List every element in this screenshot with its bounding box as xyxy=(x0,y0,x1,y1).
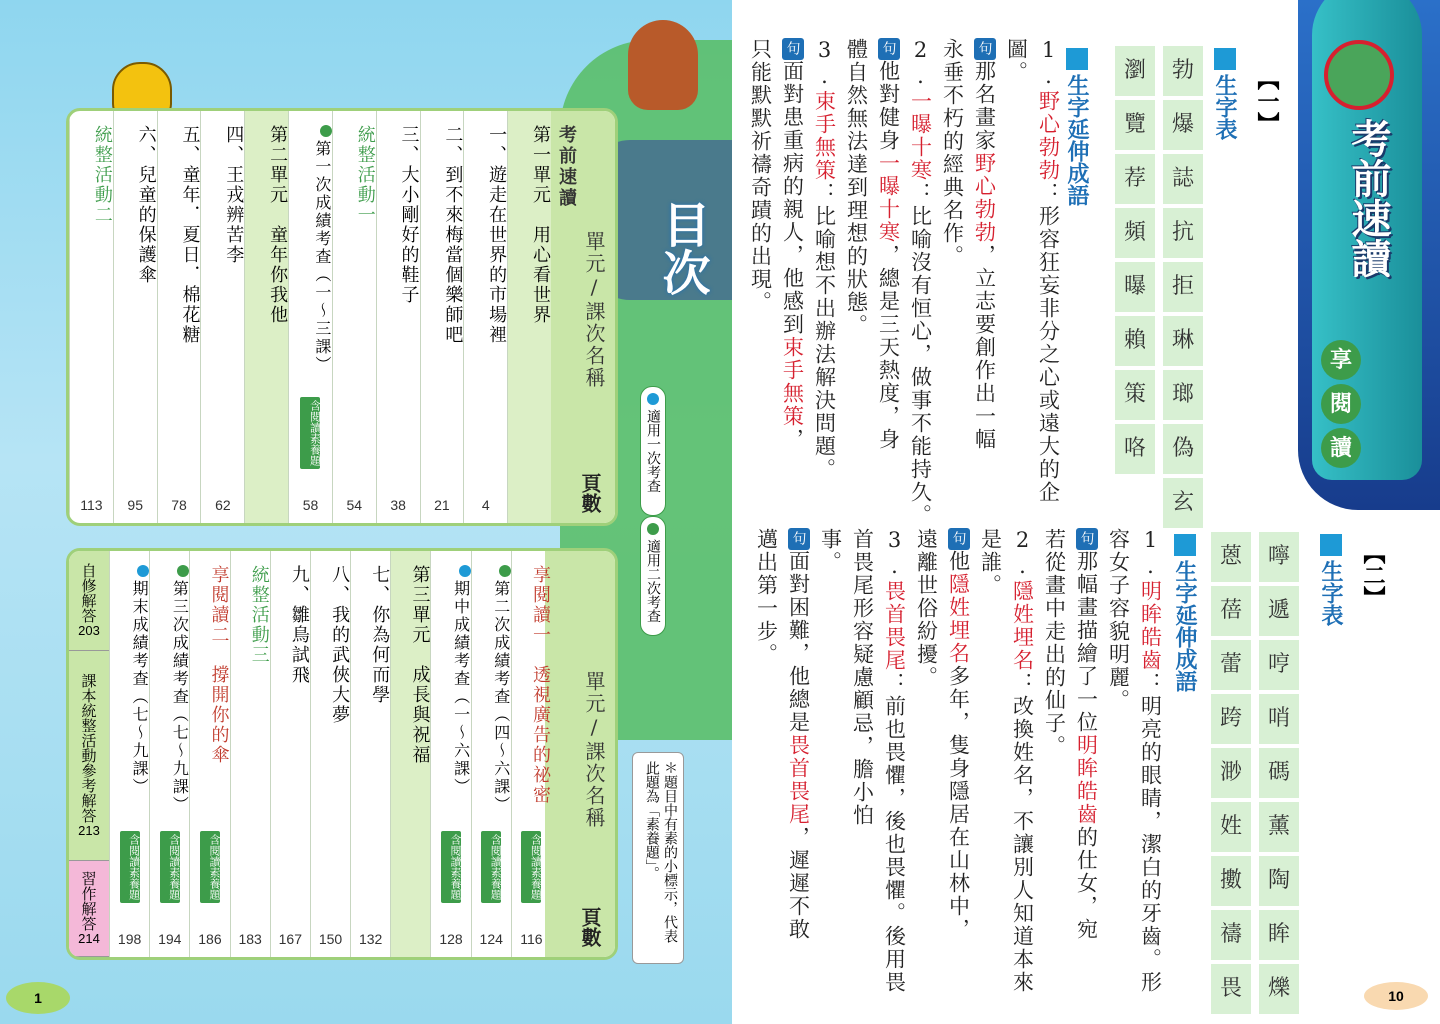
toc-row[interactable] xyxy=(109,551,149,957)
toc-row-label: 期中成績考查（一～六課） xyxy=(451,580,471,796)
note-text: ＊題目中有素的小標示，代表此題為「素養題」。 xyxy=(643,761,678,943)
vocab-char: 曝 xyxy=(1115,262,1155,312)
vocab2-label xyxy=(1316,534,1347,626)
toc-row[interactable] xyxy=(189,551,229,957)
reading-literacy-badge: 含閱讀素養題 xyxy=(200,831,220,903)
text-line: 是誰。 xyxy=(978,528,1003,597)
vocab-char: 抗 xyxy=(1163,208,1203,258)
answer-page: 214 xyxy=(78,931,100,946)
vocab-char: 玄 xyxy=(1163,478,1203,528)
sentence-icon: 句 xyxy=(878,38,900,60)
toc-row-label: 一、遊走在世界的市場裡 xyxy=(486,125,508,345)
sentence-icon: 句 xyxy=(974,38,996,60)
banner-title: 考前速讀 xyxy=(1345,118,1391,278)
vocab-char: 爆 xyxy=(1163,100,1203,150)
vocab-char: 陶 xyxy=(1259,856,1299,906)
toc-row[interactable] xyxy=(310,551,350,957)
toc-row-label: 享閱讀一 透視廣告的祕密 xyxy=(529,565,551,805)
toc-row-title xyxy=(391,565,430,765)
vocab-column xyxy=(1210,532,1252,1018)
toc-row-title xyxy=(431,565,470,796)
toc-row-title xyxy=(311,565,350,725)
toc-row[interactable] xyxy=(471,551,511,957)
toc-row-label: 第一單元 用心看世界 xyxy=(529,125,551,325)
vocab-char: 嚀 xyxy=(1259,532,1299,582)
answer-page: 203 xyxy=(78,623,100,638)
toc-row[interactable] xyxy=(350,551,390,957)
toc-row-label: 第一次成績考查（一～三課） xyxy=(312,140,332,374)
toc-row-page: 186 xyxy=(198,931,222,947)
toc-row-title xyxy=(150,565,189,814)
toc-row-title xyxy=(271,565,310,685)
sentence-icon: 句 xyxy=(948,528,970,550)
idiom2-label xyxy=(1170,534,1201,692)
vocab-char: 姓 xyxy=(1211,802,1251,852)
text-line: 句那幅畫描繪了一位明眸皓齒的仕女，宛 xyxy=(1074,528,1098,941)
right-page-number: 10 xyxy=(1364,982,1428,1010)
toc-row-title xyxy=(472,565,511,814)
text-line: 句他對健身一曝十寒，總是三天熱度，身 xyxy=(876,38,900,451)
toc-row-label: 三、大小剛好的鞋子 xyxy=(398,125,420,305)
vocab-char: 策 xyxy=(1115,370,1155,420)
toc-row-title xyxy=(110,565,149,796)
answer-label: 自修解答 xyxy=(79,563,98,623)
toc-row[interactable] xyxy=(390,551,430,957)
reading-literacy-badge: 含閱讀素養題 xyxy=(120,831,140,903)
text-line: 事。 xyxy=(818,528,843,574)
toc-header-pages: 頁數 xyxy=(578,907,602,947)
answer-label: 習作解答 xyxy=(79,871,98,931)
apply-first-label xyxy=(640,386,666,516)
vocab-char: 薰 xyxy=(1259,802,1299,852)
toc-row-page: 54 xyxy=(346,497,363,513)
toc-row-label: 九、雛鳥試飛 xyxy=(288,565,310,685)
toc-row-page: 198 xyxy=(117,931,142,947)
toc-row-label: 享閱讀二 撐開你的傘 xyxy=(208,565,230,765)
vocab-char: 蕾 xyxy=(1211,640,1251,690)
toc-row-page: 38 xyxy=(390,497,406,513)
toc-row-page: 4 xyxy=(481,497,490,513)
toc-row[interactable] xyxy=(113,111,157,523)
vocab-char: 蒽 xyxy=(1211,532,1251,582)
toc-row-label: 第三單元 成長與祝福 xyxy=(409,565,431,765)
vocab-char: 荐 xyxy=(1115,154,1155,204)
toc-row-title xyxy=(351,565,390,705)
toc-row-page: 132 xyxy=(358,931,383,947)
text-line: 2.一曝十寒：比喻沒有恒心，做事不能持久。 xyxy=(908,38,933,527)
idiom2-text: 生字延伸成語 xyxy=(1172,560,1198,692)
vocab-char: 頻 xyxy=(1115,208,1155,258)
blue-dot-icon xyxy=(647,393,659,405)
toc-row-label: 第二次成績考查（四～六課） xyxy=(491,580,511,814)
vocab-char: 跨 xyxy=(1211,694,1251,744)
toc-row-title xyxy=(421,125,464,345)
vocab-char: 哼 xyxy=(1259,640,1299,690)
status-dot-icon xyxy=(177,565,189,577)
toc-row-title xyxy=(512,565,551,805)
toc-row[interactable] xyxy=(157,111,201,523)
toc-row-page: 95 xyxy=(127,497,143,513)
apply-first-text: 適用一次考查 xyxy=(645,409,661,493)
vocab1-label xyxy=(1210,48,1241,140)
idiom1-text: 生字延伸成語 xyxy=(1064,74,1090,206)
toc-row-page: 21 xyxy=(434,497,450,513)
text-line: 句他隱姓埋名多年，隻身隱居在山林中， xyxy=(946,528,970,941)
status-dot-icon xyxy=(499,565,511,577)
toc-header xyxy=(545,551,615,957)
banner-sub-2: 閱 xyxy=(1321,384,1361,424)
book-icon xyxy=(1320,534,1342,556)
answer-label: 課本統整活動參考解答 xyxy=(79,673,98,823)
book-icon xyxy=(1174,534,1196,556)
text-line: 句面對患重病的親人，他感到束手無策， xyxy=(780,38,804,451)
toc-row-title xyxy=(508,125,551,325)
section1-label: 【一】 xyxy=(1254,68,1280,134)
monster-icon xyxy=(1324,40,1394,110)
toc-header-col: 單元/課次名稱 xyxy=(582,231,606,389)
text-line: 圖。 xyxy=(1004,38,1029,84)
green-dot-icon xyxy=(647,523,659,535)
banner-sub-3: 讀 xyxy=(1321,428,1361,468)
vocab-char: 遞 xyxy=(1259,586,1299,636)
toc-row[interactable] xyxy=(270,551,310,957)
toc-row[interactable] xyxy=(332,111,376,523)
reading-literacy-badge: 含閱讀素養題 xyxy=(300,397,320,469)
book-icon xyxy=(1214,48,1236,70)
answer-item[interactable] xyxy=(69,651,109,861)
vocab-char: 擻 xyxy=(1211,856,1251,906)
toc-row-title xyxy=(231,565,270,665)
vocab-char: 瀏 xyxy=(1115,46,1155,96)
answers-column xyxy=(69,551,109,957)
toc-row-label: 七、你為何而學 xyxy=(369,565,391,705)
vocab-char: 眸 xyxy=(1259,910,1299,960)
toc-row-page: 167 xyxy=(278,931,302,947)
reading-literacy-badge: 含閱讀素養題 xyxy=(160,831,180,903)
toc-row-title xyxy=(201,125,244,265)
text-line: 容女子容貌明麗。 xyxy=(1106,528,1131,712)
toc-row-label: 二、到不來梅當個樂師吧 xyxy=(442,125,464,345)
vocab-char: 瑯 xyxy=(1163,370,1203,420)
text-line: 3.束手無策：比喻想不出辦法解決問題。 xyxy=(812,38,837,481)
apply-second-text: 適用二次考查 xyxy=(645,539,661,623)
toc-row-title xyxy=(289,125,332,374)
toc-row-page: 78 xyxy=(171,497,187,513)
toc-row-page: 62 xyxy=(215,497,231,513)
toc-row-title xyxy=(70,125,113,225)
toc-row[interactable] xyxy=(244,111,288,523)
squirrel-character-icon xyxy=(628,20,698,110)
banner-sub-1: 享 xyxy=(1321,340,1361,380)
text-line: 3.畏首畏尾：前也畏懼，後也畏懼。後用畏 xyxy=(882,528,907,994)
toc-row-page: 58 xyxy=(302,497,319,513)
status-dot-icon xyxy=(459,565,471,577)
status-dot-icon xyxy=(137,565,149,577)
reading-literacy-badge: 含閱讀素養題 xyxy=(441,831,461,903)
toc-row-label: 第三次成績考查（七～九課） xyxy=(170,580,190,814)
vocab-char: 禱 xyxy=(1211,910,1251,960)
vocab-char: 偽 xyxy=(1163,424,1203,474)
vocab-char: 蓓 xyxy=(1211,586,1251,636)
answer-item[interactable] xyxy=(69,861,109,957)
toc-row-page: 150 xyxy=(318,931,343,947)
vocab-char: 琳 xyxy=(1163,316,1203,366)
vocab2-text: 生字表 xyxy=(1318,560,1344,626)
vocab-char: 爍 xyxy=(1259,964,1299,1014)
toc-header-pages: 頁數 xyxy=(578,473,602,513)
toc-row[interactable] xyxy=(507,111,551,523)
vocab-column xyxy=(1114,46,1156,478)
right-page xyxy=(732,0,1440,1024)
vocab-char: 拒 xyxy=(1163,262,1203,312)
toc-row-page: 128 xyxy=(439,931,463,947)
note-box xyxy=(632,752,684,964)
sentence-icon: 句 xyxy=(782,38,804,60)
toc-row-title xyxy=(190,565,229,765)
text-line: 句面對困難，他總是畏首畏尾，遲遲不敢 xyxy=(786,528,810,941)
toc-row-title xyxy=(158,125,201,345)
answer-item[interactable] xyxy=(69,551,109,651)
vocab-char: 哨 xyxy=(1259,694,1299,744)
toc-row[interactable] xyxy=(376,111,420,523)
vocab-char: 誌 xyxy=(1163,154,1203,204)
idiom1-label xyxy=(1062,48,1093,206)
toc-row[interactable] xyxy=(69,111,113,523)
sentence-icon: 句 xyxy=(1076,528,1098,550)
toc-row-title xyxy=(245,125,288,325)
toc-row-label: 第二單元 童年你我他 xyxy=(267,125,289,325)
toc-header-col: 單元/課次名稱 xyxy=(582,671,606,829)
text-line: 1.明眸皓齒：明亮的眼睛，潔白的牙齒。形 xyxy=(1138,528,1163,994)
toc-row-title xyxy=(464,125,507,345)
vocab-column xyxy=(1162,46,1204,532)
toc-header xyxy=(545,111,615,523)
text-line: 只能默默祈禱奇蹟的出現。 xyxy=(748,38,773,314)
reading-literacy-badge: 含閱讀素養題 xyxy=(521,831,541,903)
toc-row-label: 統整活動三 xyxy=(248,565,270,665)
toc-row-title xyxy=(377,125,420,305)
toc-row-page: 116 xyxy=(520,931,543,947)
apply-second-label xyxy=(640,516,666,636)
answer-page: 213 xyxy=(78,823,100,838)
text-line: 首畏尾形容疑慮顧忌，膽小怕 xyxy=(850,528,875,827)
toc-row[interactable] xyxy=(430,551,470,957)
toc-header-kq: 考前速讀 xyxy=(556,125,577,209)
toc-row-label: 統整活動一 xyxy=(354,125,376,225)
left-page-number: 1 xyxy=(6,982,70,1014)
toc-row-label: 六、兒童的保護傘 xyxy=(135,125,157,285)
text-line: 邁出第一步。 xyxy=(754,528,779,666)
toc-row[interactable] xyxy=(200,111,244,523)
toc-row[interactable] xyxy=(288,111,332,523)
vocab-char: 渺 xyxy=(1211,748,1251,798)
section2-label: 【二】 xyxy=(1360,542,1386,608)
toc-row[interactable] xyxy=(420,111,464,523)
toc-row-page: 124 xyxy=(479,931,503,947)
toc-row[interactable] xyxy=(230,551,270,957)
vocab-char: 咯 xyxy=(1115,424,1155,474)
toc-row[interactable] xyxy=(511,551,551,957)
status-dot-icon xyxy=(320,125,332,137)
toc-row-label: 五、童年．夏日．棉花糖 xyxy=(179,125,201,345)
reading-literacy-badge: 含閱讀素養題 xyxy=(481,831,501,903)
toc-row-label: 八、我的武俠大夢 xyxy=(329,565,351,725)
toc-row[interactable] xyxy=(463,111,507,523)
vocab1-text: 生字表 xyxy=(1212,74,1238,140)
toc-row-page: 183 xyxy=(238,931,262,947)
toc-top-panel xyxy=(66,108,618,526)
text-line: 若從畫中走出的仙子。 xyxy=(1042,528,1067,758)
sentence-icon: 句 xyxy=(788,528,810,550)
text-line: 2.隱姓埋名：改換姓名，不讓別人知道本來 xyxy=(1010,528,1035,994)
banner-sub xyxy=(1314,340,1368,468)
vocab-char: 畏 xyxy=(1211,964,1251,1014)
vocab-char: 覽 xyxy=(1115,100,1155,150)
text-line: 遠離世俗紛擾。 xyxy=(914,528,939,689)
toc-row-label: 四、王戎辨苦李 xyxy=(223,125,245,265)
book-icon xyxy=(1066,48,1088,70)
toc-bottom-panel xyxy=(66,548,618,960)
vocab-column xyxy=(1258,532,1300,1018)
toc-row-label: 統整活動二 xyxy=(91,125,113,225)
toc-row-page: 194 xyxy=(158,931,182,947)
text-line: 1.野心勃勃：形容狂妄非分之心或遠大的企 xyxy=(1036,38,1061,504)
text-line: 句那名畫家野心勃勃，立志要創作出一幅 xyxy=(972,38,996,451)
toc-row-page: 113 xyxy=(80,497,103,513)
text-line: 體自然無法達到理想的狀態。 xyxy=(844,38,869,337)
toc-row-title xyxy=(333,125,376,225)
toc-title: 目次 xyxy=(654,200,710,296)
toc-row-label: 期末成績考查（七～九課） xyxy=(130,580,150,796)
vocab-char: 碼 xyxy=(1259,748,1299,798)
text-line: 永垂不朽的經典名作。 xyxy=(940,38,965,268)
toc-row[interactable] xyxy=(149,551,189,957)
vocab-char: 勃 xyxy=(1163,46,1203,96)
toc-row-title xyxy=(114,125,157,285)
vocab-char: 賴 xyxy=(1115,316,1155,366)
